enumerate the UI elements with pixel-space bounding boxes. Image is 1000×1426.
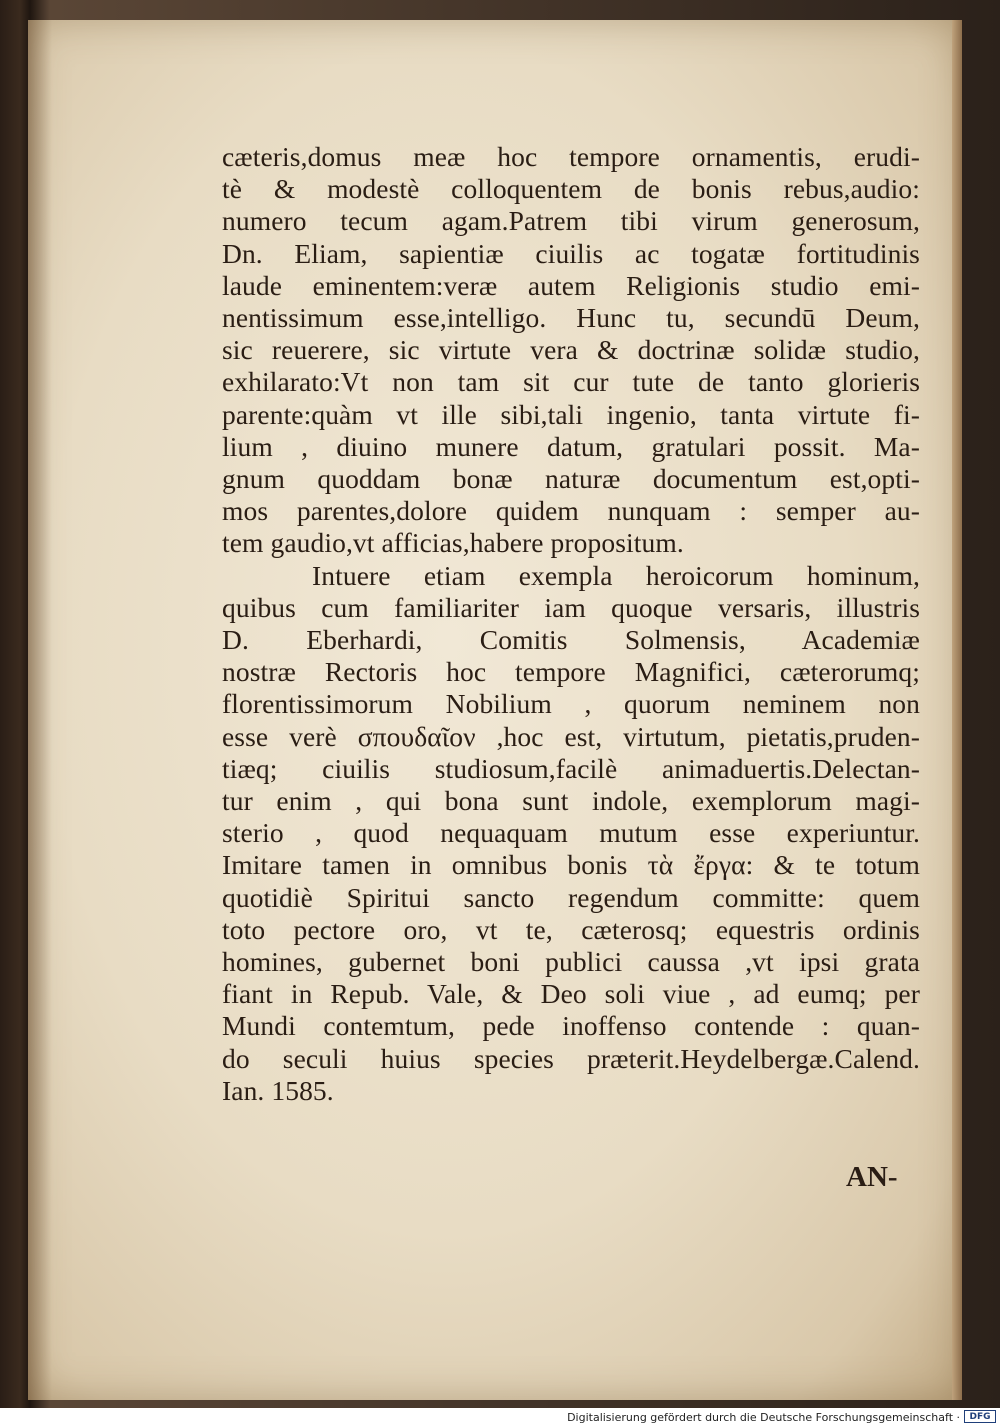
text-line: mos parentes,dolore quidem nunquam : semper au- <box>222 495 920 527</box>
dfg-credit-text: Digitalisierung gefördert durch die Deutsche Forschungsgemeinschaft · <box>567 1411 960 1424</box>
text-line: parente:quàm vt ille sibi,tali ingenio, tanta virtute fi- <box>222 398 920 430</box>
text-line: gnum quoddam bonæ naturæ documentum est,opti- <box>222 463 920 495</box>
gutter-shadow <box>28 20 52 1400</box>
text-line: sic reuerere, sic virtute vera & doctrinæ solidæ studio, <box>222 334 920 366</box>
text-line: quotidiè Spiritui sancto regendum committe: quem <box>222 881 920 913</box>
text-line: lium , diuino munere datum, gratulari possit. Ma- <box>222 430 920 462</box>
text-line: tem gaudio,vt afficias,habere propositum. <box>222 527 684 559</box>
text-line: numero tecum agam.Patrem tibi virum generosum, <box>222 205 920 237</box>
body-text <box>222 141 920 1107</box>
text-line: nentissimum esse,intelligo. Hunc tu, secundū Deum, <box>222 302 920 334</box>
text-line: Dn. Eliam, sapientiæ ciuilis ac togatæ fortitudinis <box>222 237 920 269</box>
text-line: tur enim , qui bona sunt indole, exemplorum magi- <box>222 785 920 817</box>
text-line: homines, gubernet boni publici caussa ,vt ipsi grata <box>222 946 920 978</box>
text-line: fiant in Repub. Vale, & Deo soli viue , ad eumq; per <box>222 978 920 1010</box>
text-line: florentissimorum Nobilium , quorum neminem non <box>222 688 920 720</box>
text-line: sterio , quod nequaquam mutum esse experiuntur. <box>222 817 920 849</box>
text-line: tiæq; ciuilis studiosum,facilè animaduertis.Delectan- <box>222 752 920 784</box>
date-line: Ian. 1585. <box>222 1074 334 1106</box>
text-line: quibus cum familiariter iam quoque versaris, illustris <box>222 591 920 623</box>
text-line: esse verè σπουδαῖον ,hoc est, virtutum, pietatis,pruden- <box>222 720 920 752</box>
text-line: tè & modestè colloquentem de bonis rebus,audio: <box>222 173 920 205</box>
text-line: Imitare tamen in omnibus bonis τὰ ἔργα: & te totum <box>222 849 920 881</box>
text-line: nostræ Rectoris hoc tempore Magnifici, cæterorumq; <box>222 656 920 688</box>
page-edge <box>952 20 962 1400</box>
text-line: exhilarato:Vt non tam sit cur tute de tanto glorieris <box>222 366 920 398</box>
text-line: Mundi contemtum, pede inoffenso contende : quan- <box>222 1010 920 1042</box>
catchword: AN- <box>846 1161 898 1193</box>
text-line: cæteris,domus meæ hoc tempore ornamentis, erudi- <box>222 141 920 172</box>
paragraph-start-line: Intuere etiam exempla heroicorum hominum, <box>312 559 920 591</box>
text-line: D. Eberhardi, Comitis Solmensis, Academiæ <box>222 624 920 656</box>
footer-bar <box>0 1408 1000 1426</box>
text-line: laude eminentem:veræ autem Religionis studio emi- <box>222 269 920 301</box>
dfg-logo: DFG <box>964 1410 996 1423</box>
text-line: toto pectore oro, vt te, cæterosq; equestris ordinis <box>222 913 920 945</box>
text-line: do seculi huius species præterit.Heydelbergæ.Calend. <box>222 1042 920 1074</box>
